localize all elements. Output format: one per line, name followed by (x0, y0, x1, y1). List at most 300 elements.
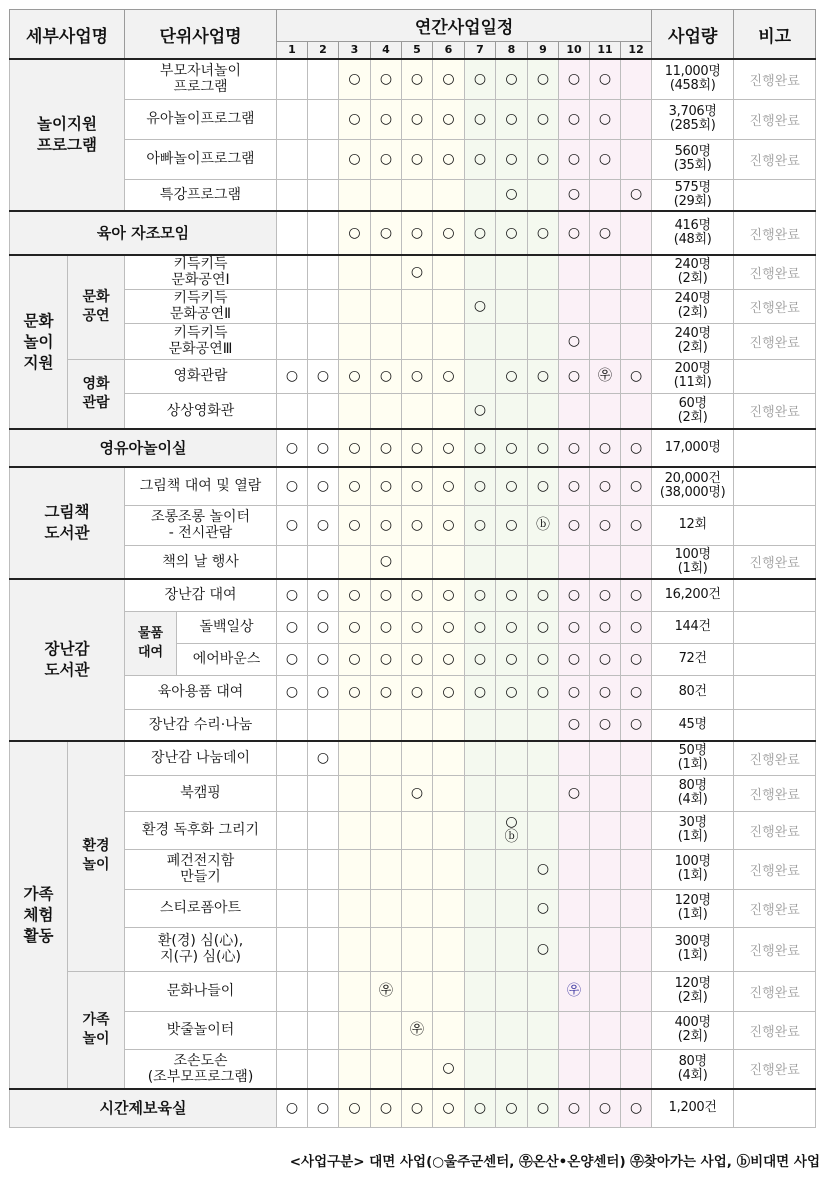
month-mark: ○ (402, 99, 433, 139)
month-mark (465, 971, 496, 1011)
month-mark (339, 1011, 371, 1049)
month-mark (621, 889, 652, 927)
month-mark: ○ (339, 359, 371, 393)
month-mark: ○ (433, 1049, 465, 1089)
month-mark: ○ (528, 675, 559, 709)
month-mark: ○ (559, 1089, 590, 1127)
month-mark (371, 179, 402, 211)
month-mark (465, 709, 496, 741)
month-mark (308, 775, 339, 811)
month-mark: ○ (559, 505, 590, 545)
month-mark (496, 255, 528, 289)
month-mark: ○ (371, 467, 402, 505)
month-mark (465, 545, 496, 579)
month-mark (590, 775, 621, 811)
month-mark: ○ (496, 429, 528, 467)
table-row (10, 99, 816, 139)
month-mark: ○ (590, 429, 621, 467)
status-note: 진행완료 (734, 927, 816, 971)
category-toy: 장난감 도서관 (10, 579, 125, 741)
month-mark: ○ (590, 467, 621, 505)
month-mark (621, 775, 652, 811)
category-play: 놀이지원 프로그램 (10, 59, 125, 211)
month-mark (433, 255, 465, 289)
table-row (10, 255, 816, 289)
month-mark: ○ (402, 579, 433, 611)
month-mark: ○ (308, 359, 339, 393)
month-mark (277, 59, 308, 99)
unit-name: 키득키득 문화공연Ⅰ (125, 255, 277, 289)
month-mark: ○ (433, 1089, 465, 1127)
month-mark: ○ (528, 611, 559, 643)
table-row (10, 139, 816, 179)
month-mark: ○ (433, 675, 465, 709)
unit-name: 북캠핑 (125, 775, 277, 811)
month-mark: ○ (371, 99, 402, 139)
header-note: 비고 (734, 10, 816, 60)
month-mark: ○ (528, 211, 559, 255)
month-mark (433, 1011, 465, 1049)
month-mark (277, 211, 308, 255)
month-mark: ○ (528, 359, 559, 393)
month-mark: ○ (528, 59, 559, 99)
month-mark: ○ (496, 59, 528, 99)
month-4: 4 (371, 42, 402, 60)
month-mark: ○ (465, 611, 496, 643)
month-mark (277, 811, 308, 849)
month-mark: ㉾ (371, 971, 402, 1011)
category-culture: 문화 놀이 지원 (10, 255, 68, 429)
month-mark (528, 775, 559, 811)
unit-name: 영유아놀이실 (10, 429, 277, 467)
amount: 120명 (1회) (652, 889, 734, 927)
amount: 300명 (1회) (652, 927, 734, 971)
month-mark (433, 889, 465, 927)
month-mark: ○ (308, 505, 339, 545)
month-mark: ○ (496, 611, 528, 643)
status-note: 진행완료 (734, 59, 816, 99)
month-mark (496, 1011, 528, 1049)
category-toy_supply: 물품 대여 (125, 611, 177, 675)
month-mark (621, 99, 652, 139)
month-mark (621, 1049, 652, 1089)
month-mark (621, 971, 652, 1011)
status-note (734, 505, 816, 545)
month-mark: ○ (339, 611, 371, 643)
month-mark: ○ (371, 59, 402, 99)
month-mark: ○ (496, 99, 528, 139)
month-mark (433, 811, 465, 849)
table-row (10, 927, 816, 971)
month-mark (308, 927, 339, 971)
month-mark (371, 1011, 402, 1049)
month-mark: ○ (339, 211, 371, 255)
month-mark (339, 709, 371, 741)
month-mark (433, 179, 465, 211)
month-mark (433, 545, 465, 579)
month-mark (402, 179, 433, 211)
month-mark (308, 139, 339, 179)
table-row (10, 1089, 816, 1127)
month-mark: ○ (277, 579, 308, 611)
month-mark (465, 255, 496, 289)
unit-name: 에어바운스 (177, 643, 277, 675)
month-mark: ○ (496, 139, 528, 179)
month-mark (339, 811, 371, 849)
unit-name: 영화관람 (125, 359, 277, 393)
month-mark: ○ (559, 643, 590, 675)
month-mark: ○ (339, 643, 371, 675)
table-row (10, 211, 816, 255)
unit-name: 조롱조롱 놀이터 - 전시관람 (125, 505, 277, 545)
table-row (10, 545, 816, 579)
month-mark (590, 289, 621, 323)
month-mark: ○ (559, 139, 590, 179)
amount: 416명 (48회) (652, 211, 734, 255)
status-note: 진행완료 (734, 323, 816, 359)
unit-name: 환(경) 심(心), 지(구) 심(心) (125, 927, 277, 971)
month-mark (308, 971, 339, 1011)
month-mark: ○ (433, 467, 465, 505)
month-mark (433, 393, 465, 429)
month-mark: ○ (590, 1089, 621, 1127)
month-mark (308, 811, 339, 849)
month-mark: ○ (371, 675, 402, 709)
month-mark (496, 889, 528, 927)
month-mark (528, 1049, 559, 1089)
table-row (10, 709, 816, 741)
table-row (10, 1011, 816, 1049)
month-mark (559, 927, 590, 971)
month-mark (277, 139, 308, 179)
month-mark (402, 741, 433, 775)
month-mark (371, 255, 402, 289)
table-row (10, 393, 816, 429)
unit-name: 상상영화관 (125, 393, 277, 429)
month-mark (465, 1011, 496, 1049)
month-mark (339, 179, 371, 211)
month-mark: ○ (277, 359, 308, 393)
month-mark: ○ (465, 393, 496, 429)
month-mark: ○ (433, 359, 465, 393)
amount: 72건 (652, 643, 734, 675)
month-mark: ○ (590, 709, 621, 741)
month-mark: ○ (433, 611, 465, 643)
status-note (734, 179, 816, 211)
month-mark: ○ (621, 359, 652, 393)
month-mark (559, 849, 590, 889)
month-mark (590, 1011, 621, 1049)
month-mark (308, 1011, 339, 1049)
month-mark (528, 393, 559, 429)
month-mark (590, 889, 621, 927)
month-mark: ○ (371, 545, 402, 579)
month-mark: ○ (433, 505, 465, 545)
month-mark (465, 927, 496, 971)
month-mark: ○ (465, 1089, 496, 1127)
amount: 575명 (29회) (652, 179, 734, 211)
amount: 1,200건 (652, 1089, 734, 1127)
month-mark (559, 545, 590, 579)
month-mark: ○ (496, 505, 528, 545)
month-mark (559, 889, 590, 927)
month-mark (339, 1049, 371, 1089)
month-mark (339, 849, 371, 889)
month-mark (590, 1049, 621, 1089)
month-mark: ○ (371, 579, 402, 611)
month-mark (621, 211, 652, 255)
amount: 200명 (11회) (652, 359, 734, 393)
amount: 16,200건 (652, 579, 734, 611)
month-mark: ○ (559, 323, 590, 359)
month-mark (465, 775, 496, 811)
month-mark: ○ (559, 179, 590, 211)
month-mark (621, 741, 652, 775)
month-mark (371, 849, 402, 889)
amount: 50명 (1회) (652, 741, 734, 775)
month-mark (277, 927, 308, 971)
month-mark: ○ (433, 643, 465, 675)
month-mark: ○ (465, 467, 496, 505)
month-mark: ○ (528, 429, 559, 467)
month-mark (528, 255, 559, 289)
month-mark: ○ (465, 579, 496, 611)
month-mark (559, 811, 590, 849)
category-family: 가족 체험 활동 (10, 741, 68, 1089)
month-mark: ○ (528, 99, 559, 139)
month-1: 1 (277, 42, 308, 60)
month-mark (402, 289, 433, 323)
month-mark: ○ (465, 429, 496, 467)
month-mark (308, 545, 339, 579)
month-mark (339, 393, 371, 429)
amount: 30명 (1회) (652, 811, 734, 849)
month-mark: ○ (339, 1089, 371, 1127)
month-mark (339, 889, 371, 927)
category-family_play: 가족 놀이 (68, 971, 125, 1089)
month-mark (308, 99, 339, 139)
amount: 80명 (4회) (652, 775, 734, 811)
month-mark: ○ (528, 579, 559, 611)
month-mark (277, 179, 308, 211)
unit-name: 환경 독후화 그리기 (125, 811, 277, 849)
unit-name: 책의 날 행사 (125, 545, 277, 579)
amount: 100명 (1회) (652, 545, 734, 579)
month-mark (402, 927, 433, 971)
header-category: 세부사업명 (10, 10, 125, 60)
month-mark (339, 289, 371, 323)
month-mark: ○ (371, 505, 402, 545)
month-mark: ○ (590, 139, 621, 179)
unit-name: 그림책 대여 및 열람 (125, 467, 277, 505)
amount: 240명 (2회) (652, 289, 734, 323)
status-note (734, 1089, 816, 1127)
status-note: 진행완료 (734, 255, 816, 289)
month-mark (402, 889, 433, 927)
status-note: 진행완료 (734, 741, 816, 775)
month-mark: ○ (308, 675, 339, 709)
month-mark (308, 709, 339, 741)
month-mark: ○ (528, 927, 559, 971)
month-mark (433, 849, 465, 889)
month-mark (465, 741, 496, 775)
unit-name: 유아놀이프로그램 (125, 99, 277, 139)
month-mark: ○ (339, 467, 371, 505)
month-mark (590, 927, 621, 971)
amount: 20,000건 (38,000명) (652, 467, 734, 505)
month-mark (590, 741, 621, 775)
status-note: 진행완료 (734, 393, 816, 429)
category-family_env: 환경 놀이 (68, 741, 125, 971)
month-mark (590, 971, 621, 1011)
month-mark: ○ (433, 99, 465, 139)
category-book: 그림책 도서관 (10, 467, 125, 579)
month-mark: ○ (277, 1089, 308, 1127)
month-mark: ○ (621, 467, 652, 505)
month-mark (465, 1049, 496, 1089)
status-note (734, 467, 816, 505)
month-mark: ○ (559, 211, 590, 255)
month-mark: ○ (465, 211, 496, 255)
month-mark (496, 927, 528, 971)
month-mark: ○ (402, 359, 433, 393)
month-mark (496, 323, 528, 359)
month-mark: ○ (590, 211, 621, 255)
month-mark (496, 1049, 528, 1089)
month-mark (621, 1011, 652, 1049)
month-mark (402, 393, 433, 429)
month-mark (308, 849, 339, 889)
month-mark: ○ (621, 179, 652, 211)
month-mark: ○ (496, 359, 528, 393)
month-mark: ○ (559, 429, 590, 467)
status-note: 진행완료 (734, 849, 816, 889)
month-mark (621, 849, 652, 889)
amount: 100명 (1회) (652, 849, 734, 889)
month-mark: ○ (402, 467, 433, 505)
month-mark (308, 393, 339, 429)
month-mark: ○ (590, 579, 621, 611)
month-mark: ㉾ (559, 971, 590, 1011)
unit-name: 장난감 대여 (125, 579, 277, 611)
month-mark (277, 709, 308, 741)
month-mark: ○ (465, 675, 496, 709)
month-mark: ○ (308, 643, 339, 675)
month-mark (621, 139, 652, 179)
month-mark (528, 709, 559, 741)
month-mark (496, 741, 528, 775)
month-mark: ○ (339, 429, 371, 467)
status-note: 진행완료 (734, 1011, 816, 1049)
unit-name: 육아용품 대여 (125, 675, 277, 709)
month-mark: ○ (371, 611, 402, 643)
table-row (10, 579, 816, 611)
month-mark: ○ (465, 289, 496, 323)
table-row (10, 889, 816, 927)
month-mark (339, 775, 371, 811)
month-mark: ○ (496, 1089, 528, 1127)
month-mark (277, 889, 308, 927)
table-row (10, 505, 816, 545)
month-mark (433, 971, 465, 1011)
month-mark: ○ (496, 211, 528, 255)
month-mark (277, 99, 308, 139)
unit-name: 육아 자조모임 (10, 211, 277, 255)
header-schedule: 연간사업일정 (277, 10, 652, 42)
month-mark (621, 255, 652, 289)
status-note (734, 579, 816, 611)
month-mark (277, 971, 308, 1011)
month-mark: ○ (559, 579, 590, 611)
unit-name: 폐건전지함 만들기 (125, 849, 277, 889)
status-note: 진행완료 (734, 889, 816, 927)
table-row (10, 179, 816, 211)
month-mark: ○ (277, 611, 308, 643)
month-mark (496, 849, 528, 889)
month-mark (621, 545, 652, 579)
month-mark (277, 1049, 308, 1089)
month-mark (339, 927, 371, 971)
month-mark (528, 179, 559, 211)
month-mark: ○ (339, 59, 371, 99)
month-mark (590, 811, 621, 849)
header-unit: 단위사업명 (125, 10, 277, 60)
month-mark: ○ (559, 359, 590, 393)
month-mark: ○ (496, 179, 528, 211)
month-mark: ○ (433, 579, 465, 611)
month-mark: ○ (559, 99, 590, 139)
month-mark: ○ (308, 579, 339, 611)
month-mark: ○ (402, 211, 433, 255)
unit-name: 조손도손 (조부모프로그램) (125, 1049, 277, 1089)
status-note: 진행완료 (734, 99, 816, 139)
month-mark (559, 393, 590, 429)
month-mark: ○ (277, 467, 308, 505)
month-mark: ○ (621, 429, 652, 467)
unit-name: 스티로폼아트 (125, 889, 277, 927)
month-mark (277, 741, 308, 775)
month-mark (371, 775, 402, 811)
month-10: 10 (559, 42, 590, 60)
month-mark (277, 289, 308, 323)
month-mark: ㉾ (590, 359, 621, 393)
month-mark (277, 323, 308, 359)
unit-name: 키득키득 문화공연Ⅲ (125, 323, 277, 359)
month-mark (277, 849, 308, 889)
month-mark: ○ (402, 429, 433, 467)
month-mark (277, 393, 308, 429)
month-mark: ○ (371, 1089, 402, 1127)
status-note: 진행완료 (734, 289, 816, 323)
table-row (10, 611, 816, 643)
amount: 400명 (2회) (652, 1011, 734, 1049)
month-mark: ○ (433, 139, 465, 179)
amount: 240명 (2회) (652, 323, 734, 359)
month-mark: ○ (339, 139, 371, 179)
month-mark: ○ (402, 255, 433, 289)
month-mark (339, 971, 371, 1011)
month-mark: ○ (528, 643, 559, 675)
status-note: 진행완료 (734, 1049, 816, 1089)
unit-name: 장난감 수리·나눔 (125, 709, 277, 741)
month-mark (559, 255, 590, 289)
table-row (10, 1049, 816, 1089)
amount: 560명 (35회) (652, 139, 734, 179)
month-mark: ○ (402, 505, 433, 545)
month-mark (465, 889, 496, 927)
month-mark: ○ (277, 675, 308, 709)
month-mark (402, 545, 433, 579)
